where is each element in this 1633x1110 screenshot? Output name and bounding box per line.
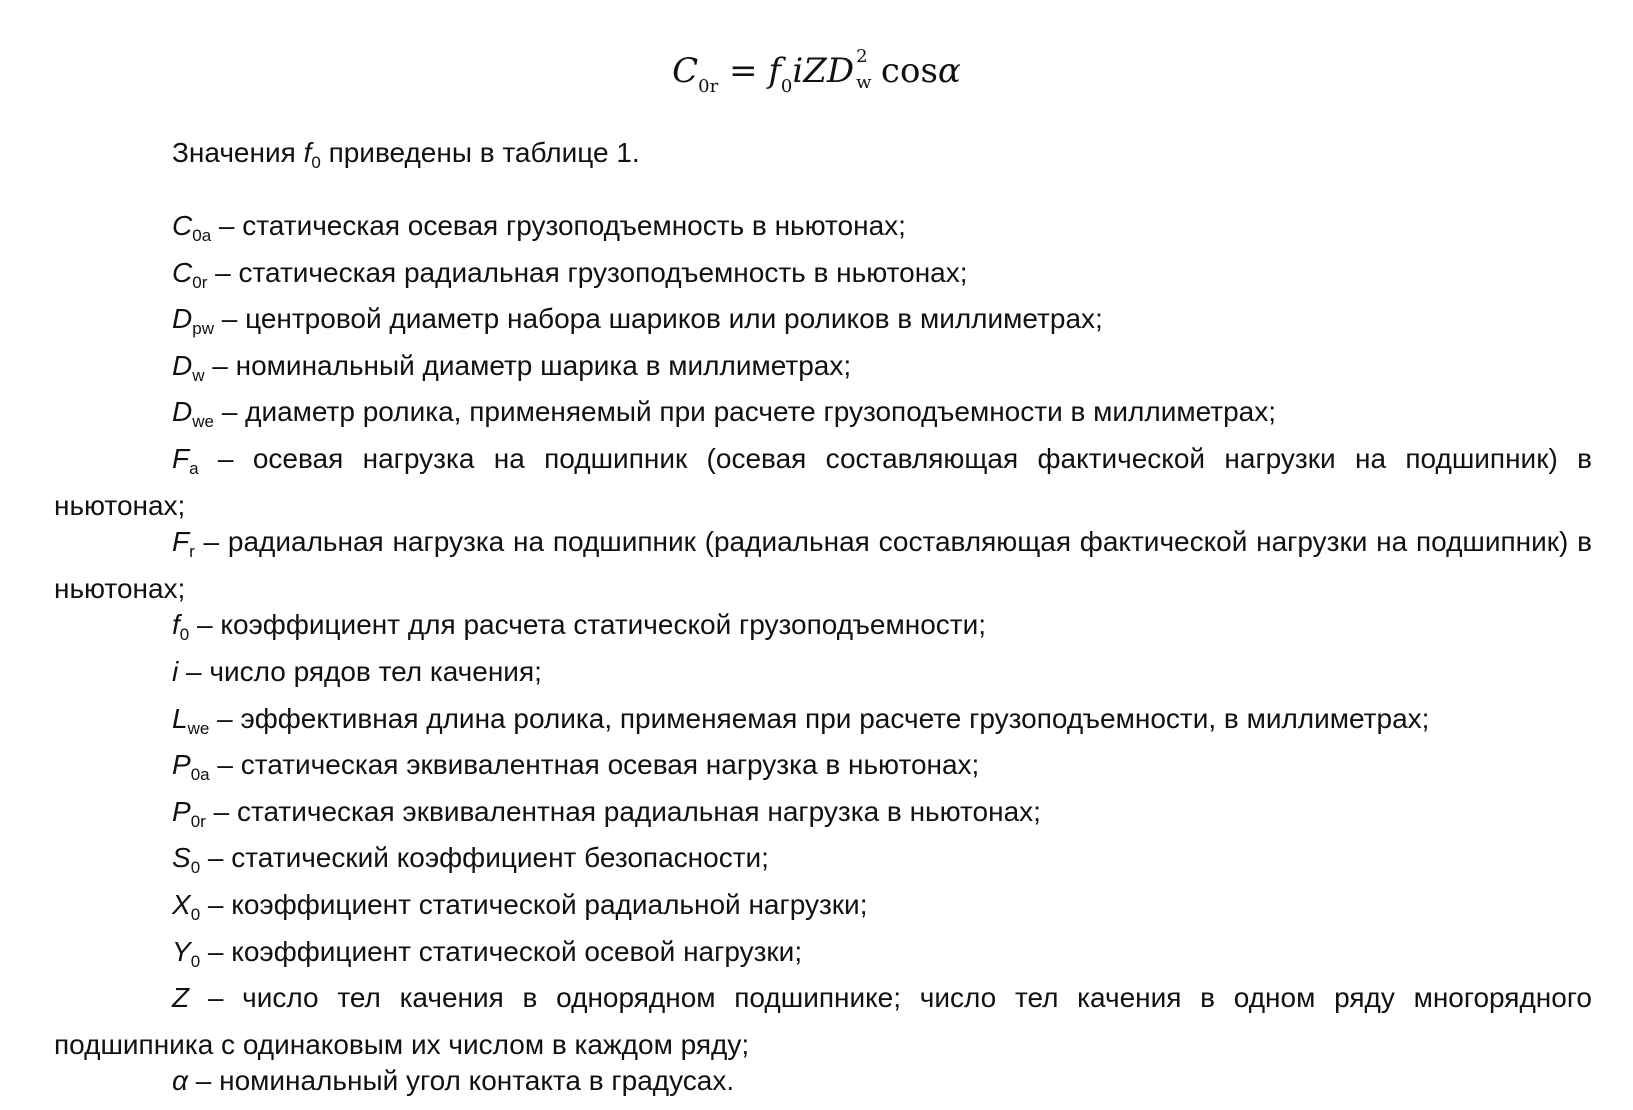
definition-symbol: P (172, 749, 191, 781)
definition-text: – число тел качения в однорядном подшипнике; число тел качения в одном ряду многорядного подшипника с одинаковым их числом в каждом ряду; (54, 982, 1592, 1060)
definition-text: – коэффициент статической радиальной нагрузки; (200, 888, 868, 920)
definition-text: – статическая эквивалентная радиальная нагрузка в ньютонах; (205, 795, 1041, 827)
definition-item (54, 208, 1592, 255)
definition-item (54, 348, 1592, 395)
definition-text: – осевая нагрузка на подшипник (осевая составляющая фактической нагрузки на подшипник) в ньютонах; (54, 442, 1592, 521)
definition-subscript: a (189, 458, 199, 478)
definition-symbol: C (172, 210, 193, 241)
definition-symbol: C (172, 256, 193, 288)
formula-lhs-subscript: 0r (698, 76, 719, 97)
formula-lhs-symbol: C (672, 51, 699, 91)
definition-subscript: pw (192, 319, 214, 339)
definition-subscript: we (192, 412, 214, 432)
definition-text: – номинальный угол контакта в градусах. (187, 1065, 735, 1097)
definition-symbol: L (172, 702, 188, 734)
intro-subscript: 0 (311, 153, 321, 172)
definition-subscript: 0 (190, 858, 201, 878)
formula-i-symbol: i (792, 51, 804, 91)
definition-text: – статическая эквивалентная осевая нагрузка в ньютонах; (209, 749, 980, 781)
intro-symbol: f (303, 137, 312, 168)
definition-symbol: Z (172, 982, 190, 1014)
formula-f-subscript: 0 (780, 76, 793, 97)
definition-item (54, 980, 1592, 1063)
definition-item (54, 607, 1592, 654)
definition-item (54, 1063, 1592, 1110)
definition-subscript: 0 (179, 625, 190, 645)
definition-subscript: 0a (192, 226, 212, 245)
intro-after: приведены в таблице 1. (320, 137, 640, 168)
definition-text: – эффективная длина ролика, применяемая при расчете грузоподъемности, в миллиметрах; (209, 702, 1430, 734)
definition-item (54, 934, 1592, 981)
definition-symbol: α (172, 1065, 188, 1097)
formula-f-symbol: f (768, 51, 781, 91)
definition-symbol: X (172, 888, 191, 920)
definition-symbol: D (172, 349, 193, 381)
intro-paragraph (172, 136, 640, 180)
formula-d-superscript: 2 (856, 46, 868, 67)
definition-item (54, 524, 1592, 607)
formula-d-indices (854, 46, 872, 93)
formula-cos: cos (870, 51, 938, 91)
definition-text: – число рядов тел качения; (178, 655, 542, 687)
definition-subscript: 0a (190, 765, 210, 785)
definition-item (54, 255, 1592, 302)
definition-subscript: 0 (190, 904, 201, 924)
definition-text: – коэффициент статической осевой нагрузки; (200, 935, 803, 967)
formula-alpha: α (937, 51, 961, 91)
definition-item (54, 441, 1592, 524)
formula-equals: = (718, 51, 769, 91)
definition-symbol: F (172, 526, 190, 558)
definition-subscript: 0 (190, 951, 201, 971)
definition-symbol: f (172, 609, 180, 641)
definition-text: – статическая осевая грузоподъемность в ньютонах; (211, 210, 906, 241)
definition-symbol: D (172, 303, 193, 335)
definition-subscript: 0r (190, 811, 206, 831)
formula-d-symbol: D (826, 51, 855, 91)
definition-item (54, 394, 1592, 441)
definition-subscript: w (192, 365, 205, 385)
definition-text: – статический коэффициент безопасности; (200, 842, 769, 874)
definitions-list (54, 208, 1592, 1110)
definition-text: – центровой диаметр набора шариков или роликов в миллиметрах; (213, 303, 1103, 335)
definition-item (54, 794, 1592, 841)
definition-symbol: i (172, 655, 179, 687)
definition-text: – радиальная нагрузка на подшипник (радиальная составляющая фактической нагрузки на подшипник) в ньютонах; (54, 526, 1592, 604)
definition-item (54, 701, 1592, 748)
definition-item (54, 887, 1592, 934)
definition-subscript: we (187, 718, 210, 738)
definition-symbol: P (172, 795, 191, 827)
formula-static-radial-load-rating (0, 46, 1633, 97)
definition-symbol: D (172, 396, 193, 428)
definition-item (54, 301, 1592, 348)
definition-text: – статическая радиальная грузоподъемность в ньютонах; (207, 256, 968, 288)
definition-subscript: 0r (192, 272, 208, 292)
definition-text: – коэффициент для расчета статической грузоподъемности; (189, 609, 987, 641)
definition-symbol: F (172, 442, 190, 474)
definition-subscript: r (189, 542, 195, 562)
definition-text: – диаметр ролика, применяемый при расчете грузоподъемности в миллиметрах; (213, 396, 1276, 428)
intro-before: Значения (172, 137, 304, 168)
formula-z-symbol: Z (803, 51, 827, 91)
definition-item (54, 654, 1592, 701)
definition-text: – номинальный диаметр шарика в миллиметрах; (204, 349, 852, 381)
definition-symbol: Y (172, 935, 191, 967)
definition-item (54, 747, 1592, 794)
formula-d-subscript: w (856, 72, 872, 93)
definition-symbol: S (172, 842, 191, 874)
definition-item (54, 840, 1592, 887)
